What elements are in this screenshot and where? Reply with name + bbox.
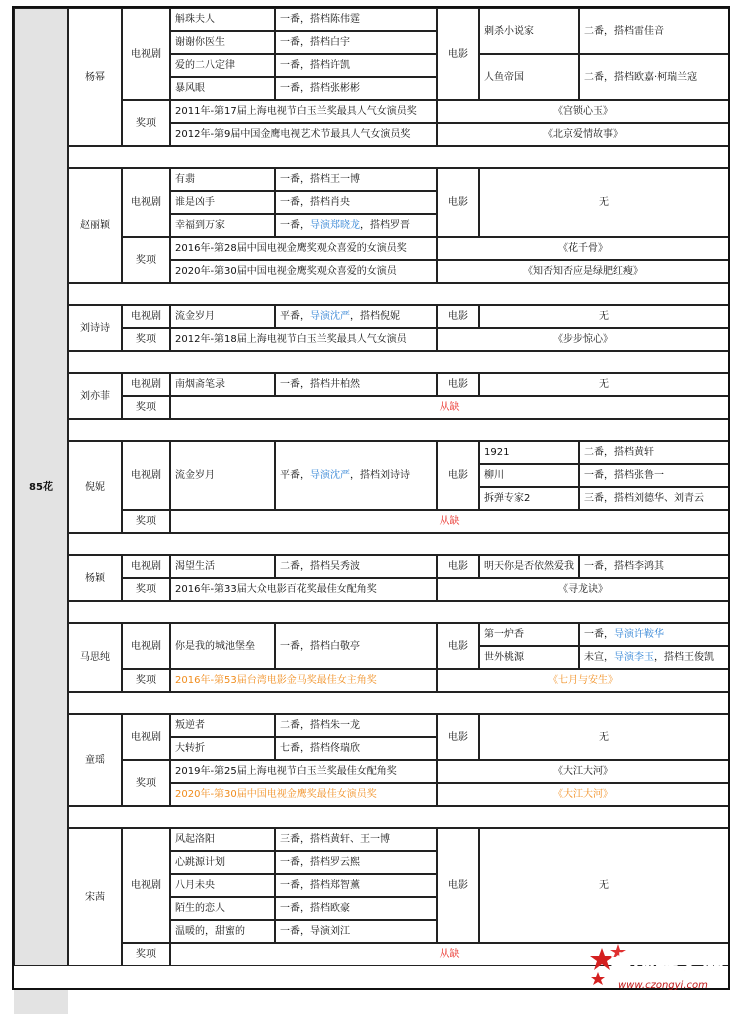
film-role — [579, 54, 729, 100]
film-none: 无 — [479, 373, 729, 396]
role-text: 二番，搭档欧嘉·柯瑞兰寇 — [584, 71, 698, 83]
actress-name: 杨颖 — [68, 555, 122, 601]
award-name: 2016年-第33届大众电影百花奖最佳女配角奖 — [170, 578, 437, 601]
award-label: 奖项 — [122, 943, 170, 966]
separator-row — [68, 419, 729, 441]
award-name: 2016年-第28届中国电视金鹰奖观众喜爱的女演员奖 — [170, 237, 437, 260]
film-none: 无 — [479, 828, 729, 943]
tv-label: 电视剧 — [122, 555, 170, 578]
award-label: 奖项 — [122, 237, 170, 283]
role-text: 一番，搭档许凯 — [280, 60, 350, 71]
tv-role — [275, 8, 437, 31]
separator-row — [68, 806, 729, 828]
tv-label: 电视剧 — [122, 714, 170, 760]
award-label: 奖项 — [122, 510, 170, 533]
separator-row — [68, 351, 729, 373]
award-work: 《七月与安生》 — [437, 669, 729, 692]
role-text: 一番，导演刘江 — [280, 926, 350, 937]
separator-row — [68, 692, 729, 714]
award-work: 《步步惊心》 — [437, 328, 729, 351]
film-label: 电影 — [437, 441, 479, 510]
role-text: 未宣， — [584, 652, 614, 663]
tv-label: 电视剧 — [122, 305, 170, 328]
award-work: 《宫锁心玉》 — [437, 100, 729, 123]
role-text: 一番，搭档郑智薰 — [280, 880, 360, 891]
award-work: 《北京爱情故事》 — [437, 123, 729, 146]
actress-name: 倪妮 — [68, 441, 122, 533]
role-text: 三番，搭档刘德华、刘青云 — [584, 493, 704, 504]
tv-role — [275, 77, 437, 100]
tv-title: 有翡 — [170, 168, 275, 191]
award-label: 奖项 — [122, 328, 170, 351]
role-text: 一番，搭档王一博 — [280, 174, 360, 185]
award-name: 2016年-第53届台湾电影金马奖最佳女主角奖 — [170, 669, 437, 692]
role-text: 一番，搭档白敬亭 — [280, 640, 360, 652]
tv-label: 电视剧 — [122, 8, 170, 100]
role-text: 七番，搭档佟瑞欣 — [280, 743, 360, 754]
tv-title: 南烟斋笔录 — [170, 373, 275, 396]
role-text: 平番， — [280, 470, 310, 481]
role-text: 二番，搭档雷佳音 — [584, 25, 664, 37]
tv-title: 暴风眼 — [170, 77, 275, 100]
tv-role — [275, 623, 437, 669]
film-label: 电影 — [437, 623, 479, 669]
actress-name: 宋茜 — [68, 828, 122, 966]
film-role — [579, 646, 729, 669]
tv-role — [275, 305, 437, 328]
film-none: 无 — [479, 714, 729, 760]
tv-role — [275, 714, 437, 737]
film-label: 电影 — [437, 555, 479, 578]
award-name: 2020年-第30届中国电视金鹰奖最佳女演员奖 — [170, 783, 437, 806]
role-text: ，搭档罗晋 — [360, 220, 410, 231]
role-text: 一番，搭档罗云熙 — [280, 857, 360, 868]
tv-title: 幸福到万家 — [170, 214, 275, 237]
watermark-title: 中国综艺网 — [610, 952, 726, 978]
film-role — [579, 464, 729, 487]
role-text: ，搭档王俊凯 — [654, 652, 714, 663]
tv-title: 你是我的城池堡垒 — [170, 623, 275, 669]
actress-name: 刘亦菲 — [68, 373, 122, 419]
tv-title: 谁是凶手 — [170, 191, 275, 214]
role-text: ，搭档倪妮 — [350, 311, 400, 322]
actress-name: 杨幂 — [68, 8, 122, 146]
tv-title: 叛逆者 — [170, 714, 275, 737]
tv-role — [275, 168, 437, 191]
tv-role — [275, 54, 437, 77]
film-label: 电影 — [437, 305, 479, 328]
generation-cell-extension — [14, 990, 68, 1014]
tv-role — [275, 737, 437, 760]
tv-title: 大转折 — [170, 737, 275, 760]
tv-role — [275, 214, 437, 237]
award-none: 从缺 — [170, 510, 729, 533]
award-name: 2011年-第17届上海电视节白玉兰奖最具人气女演员奖 — [170, 100, 437, 123]
tv-title: 谢谢你医生 — [170, 31, 275, 54]
award-work: 《花千骨》 — [437, 237, 729, 260]
film-role — [579, 623, 729, 646]
award-label: 奖项 — [122, 100, 170, 146]
tv-role — [275, 191, 437, 214]
separator-row — [68, 283, 729, 305]
tv-role — [275, 31, 437, 54]
tv-role — [275, 441, 437, 510]
actress-name: 赵丽颖 — [68, 168, 122, 283]
award-work: 《大江大河》 — [437, 783, 729, 806]
actress-name: 童瑶 — [68, 714, 122, 806]
role-text: 一番，搭档白宇 — [280, 37, 350, 48]
award-name: 2020年-第30届中国电视金鹰奖观众喜爱的女演员 — [170, 260, 437, 283]
actress-name: 刘诗诗 — [68, 305, 122, 351]
film-label: 电影 — [437, 714, 479, 760]
director-highlight: 导演许鞍华 — [614, 629, 664, 640]
tv-role — [275, 373, 437, 396]
role-text: 一番，搭档张彬彬 — [280, 83, 360, 94]
tv-title: 心跳源计划 — [170, 851, 275, 874]
tv-title: 流金岁月 — [170, 305, 275, 328]
film-title: 人鱼帝国 — [479, 54, 579, 100]
tv-title: 流金岁月 — [170, 441, 275, 510]
role-text: 一番，搭档陈伟霆 — [280, 14, 360, 25]
director-highlight: 导演沈严 — [310, 311, 350, 322]
film-role — [579, 8, 729, 54]
role-text: 一番，搭档肖央 — [280, 197, 350, 208]
tv-title: 渴望生活 — [170, 555, 275, 578]
separator-row — [68, 146, 729, 168]
separator-row — [68, 533, 729, 555]
film-label: 电影 — [437, 828, 479, 943]
tv-label: 电视剧 — [122, 828, 170, 943]
tv-role — [275, 897, 437, 920]
role-text: 平番， — [280, 311, 310, 322]
director-highlight: 导演李玉 — [614, 652, 654, 663]
film-title: 柳川 — [479, 464, 579, 487]
tv-label: 电视剧 — [122, 373, 170, 396]
award-work: 《寻龙诀》 — [437, 578, 729, 601]
film-title: 1921 — [479, 441, 579, 464]
award-label: 奖项 — [122, 396, 170, 419]
role-text: 二番，搭档吴秀波 — [280, 561, 360, 572]
tv-label: 电视剧 — [122, 623, 170, 669]
film-role — [579, 487, 729, 510]
tv-title: 斛珠夫人 — [170, 8, 275, 31]
award-name: 2012年-第9届中国金鹰电视艺术节最具人气女演员奖 — [170, 123, 437, 146]
role-text: ，搭档刘诗诗 — [350, 470, 410, 481]
tv-role — [275, 851, 437, 874]
separator-row — [68, 601, 729, 623]
film-title: 世外桃源 — [479, 646, 579, 669]
award-label: 奖项 — [122, 669, 170, 692]
director-highlight: 导演郑晓龙 — [310, 220, 360, 231]
award-none: 从缺 — [170, 943, 729, 966]
tv-title: 陌生的恋人 — [170, 897, 275, 920]
award-name: 2019年-第25届上海电视节白玉兰奖最佳女配角奖 — [170, 760, 437, 783]
film-label: 电影 — [437, 373, 479, 396]
award-work: 《大江大河》 — [437, 760, 729, 783]
tv-role — [275, 555, 437, 578]
tv-role — [275, 828, 437, 851]
watermark-url: www.czongyi.com — [618, 980, 708, 991]
tv-title: 温暖的，甜蜜的 — [170, 920, 275, 943]
film-none: 无 — [479, 305, 729, 328]
watermark-logo — [588, 944, 736, 1004]
tv-role — [275, 920, 437, 943]
tv-title: 八月未央 — [170, 874, 275, 897]
film-label: 电影 — [437, 8, 479, 100]
film-title: 拆弹专家2 — [479, 487, 579, 510]
film-none: 无 — [479, 168, 729, 237]
role-text: 一番，搭档欧豪 — [280, 903, 350, 914]
film-role — [579, 555, 729, 578]
film-label: 电影 — [437, 168, 479, 237]
role-text: 一番，搭档张鲁一 — [584, 470, 664, 481]
film-role — [579, 441, 729, 464]
generation-label: 85花 — [14, 8, 68, 966]
tv-title: 风起洛阳 — [170, 828, 275, 851]
role-text: 一番，搭档井柏然 — [280, 379, 360, 390]
award-none: 从缺 — [170, 396, 729, 419]
role-text: 二番，搭档朱一龙 — [280, 720, 360, 731]
role-text: 一番， — [280, 220, 310, 231]
role-text: 一番，搭档李鸿其 — [584, 561, 664, 572]
award-work: 《知否知否应是绿肥红瘦》 — [437, 260, 729, 283]
actress-name: 马思纯 — [68, 623, 122, 692]
tv-label: 电视剧 — [122, 168, 170, 237]
award-name: 2012年-第18届上海电视节白玉兰奖最具人气女演员 — [170, 328, 437, 351]
role-text: 二番，搭档黄轩 — [584, 447, 654, 458]
award-label: 奖项 — [122, 578, 170, 601]
film-title: 刺杀小说家 — [479, 8, 579, 54]
film-title: 第一炉香 — [479, 623, 579, 646]
film-title: 明天你是否依然爱我 — [479, 555, 579, 578]
role-text: 三番，搭档黄轩、王一博 — [280, 834, 390, 845]
tv-role — [275, 874, 437, 897]
director-highlight: 导演沈严 — [310, 470, 350, 481]
tv-title: 爱的二八定律 — [170, 54, 275, 77]
role-text: 一番， — [584, 629, 614, 640]
award-label: 奖项 — [122, 760, 170, 806]
tv-label: 电视剧 — [122, 441, 170, 510]
